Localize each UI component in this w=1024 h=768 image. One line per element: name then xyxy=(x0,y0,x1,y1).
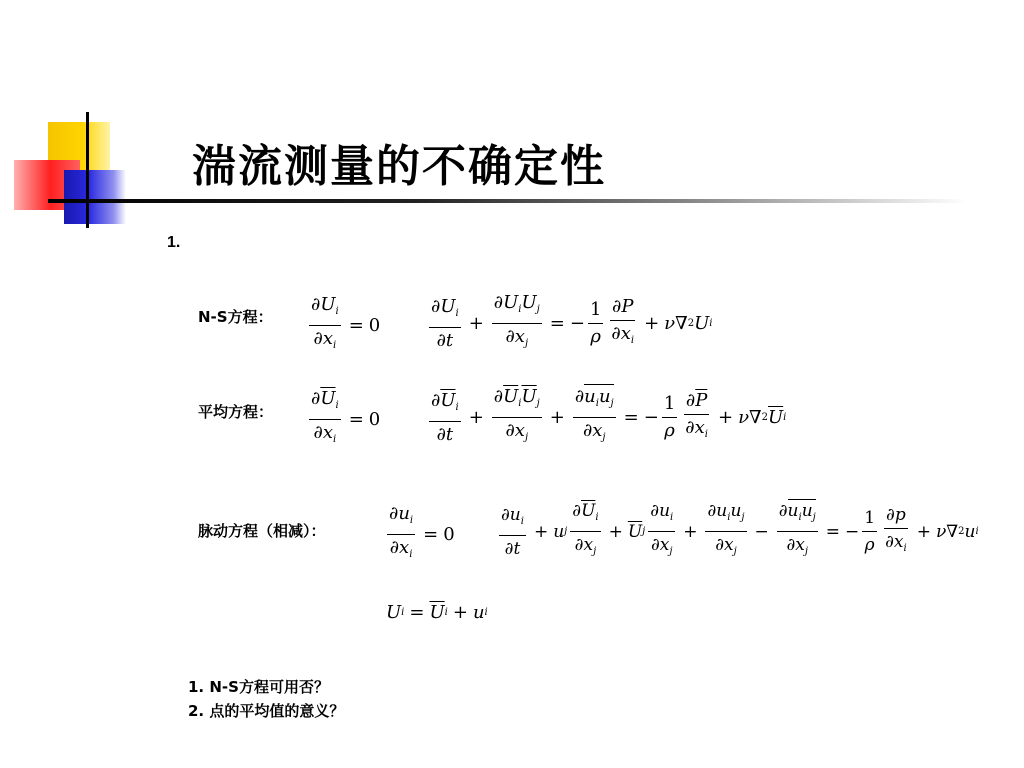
fluctuation-equation-label: 脉动方程（相减）： xyxy=(198,522,326,540)
reynolds-decomposition: U i = $\overline{U}$ i + u i xyxy=(386,602,488,623)
question-1: 1. N-S方程可用否？ xyxy=(188,678,329,696)
fluctuation-momentum-equation: $\frac{\partial u_i}{\partial t}$ + u j $\frac{\partial\overline{U}_i}{\partial x_j}$ + $\overline{U}$ j $\frac{\partial u_i}{\partial x_j}$ + $\frac{\partial u_iu_j}{\partial x_j}$ − $\frac{\partial u_iu_j}{\partial x_j}$ = − $\frac{1}{\rho}$ $\frac{\partial p}{\partial x_i}$ + ν ∇ 2 u i xyxy=(501,501,979,559)
mean-equation-label: 平均方程： xyxy=(198,403,274,421)
mean-continuity-equation: $\frac{\partial\overline{U}_i}{\partial x_i}$ = 0 xyxy=(311,388,381,445)
section-number: 1. xyxy=(167,234,181,251)
logo-blue-square xyxy=(64,170,126,224)
title-underline xyxy=(48,199,968,203)
logo-vertical-line xyxy=(86,112,89,228)
question-2: 2. 点的平均值的意义？ xyxy=(188,702,345,720)
mean-momentum-equation: $\frac{\partial\overline{U}_i}{\partial t}$ + $\frac{\partial\overline{U}_i\overline{U}_j}{\partial x_j}$ + $\frac{\partial u_iu_j}{\partial x_j}$ = − $\frac{1}{\rho}$ $\frac{\partial\overline{P}}{\partial x_i}$ + ν ∇ 2 $\overline{U}$ i xyxy=(431,386,787,445)
slide-title: 湍流测量的不确定性 xyxy=(192,141,606,192)
ns-equation-label: N-S方程： xyxy=(198,308,273,326)
fluctuation-continuity-equation: $\frac{\partial u_i}{\partial x_i}$ = 0 xyxy=(389,503,455,560)
ns-momentum-equation: $\frac{\partial U_i}{\partial t}$ + $\frac{\partial U_iU_j}{\partial x_j}$ = − $\frac{1}{\rho}$ $\frac{\partial P}{\partial x_i}$ + ν ∇ 2 U i xyxy=(431,292,713,351)
ns-continuity-equation: $\frac{\partial U_i}{\partial x_i}$ = 0 xyxy=(311,294,381,351)
